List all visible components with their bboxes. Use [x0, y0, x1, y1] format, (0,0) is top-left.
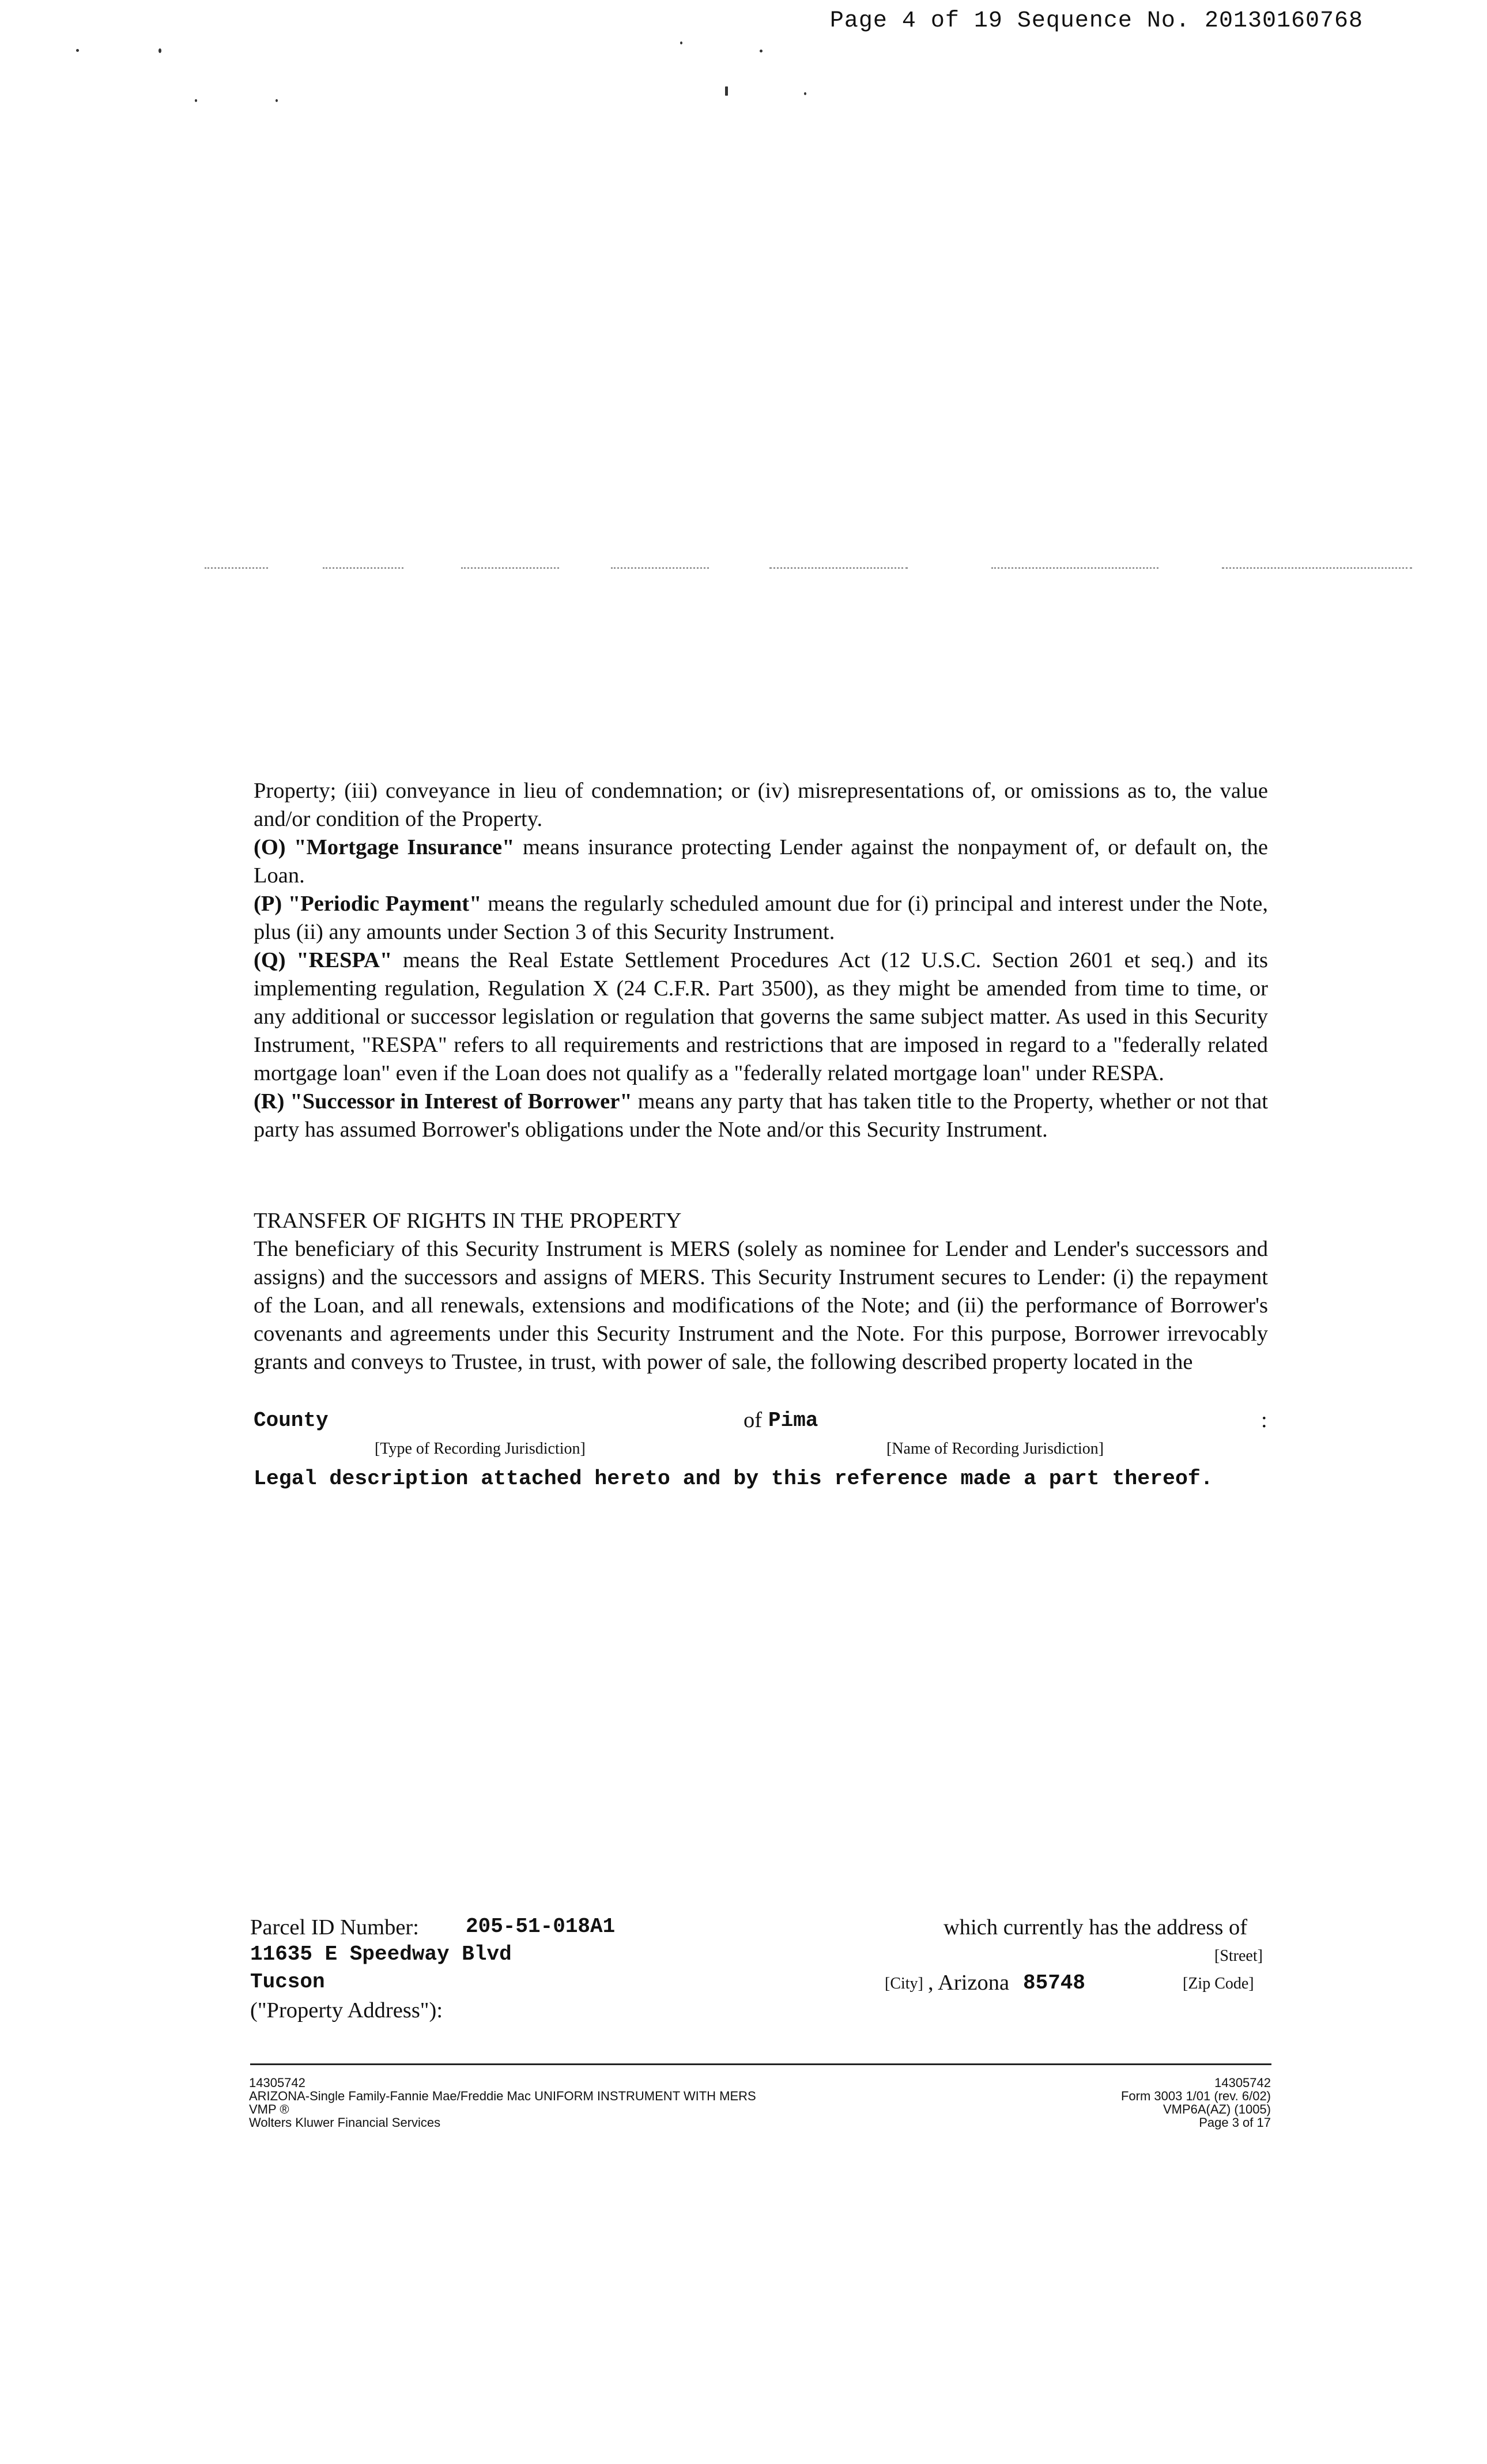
scan-dotted-line [1222, 567, 1412, 569]
name-caption: [Name of Recording Jurisdiction] [886, 1440, 1104, 1458]
jurisdiction-type: County [254, 1409, 329, 1432]
scan-speck [804, 92, 806, 95]
scan-speck [76, 49, 79, 52]
street-caption: [Street] [1214, 1947, 1263, 1965]
colon: : [1261, 1408, 1267, 1432]
footer-left [249, 2076, 756, 2129]
type-caption: [Type of Recording Jurisdiction] [375, 1440, 586, 1458]
currently-text: which currently has the address of [943, 1915, 1248, 1939]
footer-right-line: Page 3 of 17 [1199, 2115, 1271, 2130]
footer-left-line: VMP ® [249, 2102, 289, 2116]
scan-dotted-line [461, 567, 559, 569]
footer-right [1121, 2076, 1271, 2129]
definition-term: "Successor in Interest of Borrower" [290, 1089, 632, 1114]
definition-term: "RESPA" [296, 948, 392, 972]
city: Tucson [250, 1970, 325, 1994]
scan-speck [760, 50, 763, 52]
page-sequence-header: Page 4 of 19 Sequence No. 20130160768 [829, 8, 1363, 34]
definition-letter: (P) [254, 892, 282, 916]
footer-rule [250, 2063, 1271, 2065]
definition-text: means the regularly scheduled amount due for (i) principal and interest under the Note, plus (ii) any amounts under Section 3 of this Security Instrument. [254, 892, 1269, 944]
transfer-paragraph: The beneficiary of this Security Instrument is MERS (solely as nominee for Lender and Lender's successors and assigns) and the successors and assigns of MERS. This Security Instrument secures to Lender: (i) the repayment of the Loan, and all renewals, extensions and modifications of the Note; and (ii) the performance of Borrower's covenants and agreements under this Security Instrument and the Note. For this purpose, Borrower irrevocably grants and conveys to Trustee, in trust, with power of sale, the following described property located in the [254, 1237, 1268, 1374]
zip: 85748 [1023, 1971, 1086, 1995]
definition-text: means insurance protecting Lender against the nonpayment of, or default on, the Loan. [254, 835, 1268, 888]
footer-left-line: ARIZONA-Single Family-Fannie Mae/Freddie Mac UNIFORM INSTRUMENT WITH MERS [249, 2089, 756, 2103]
definition-o [254, 833, 1268, 890]
state-text: , Arizona [928, 1971, 1010, 1995]
definition-letter: (O) [254, 835, 286, 859]
footer-right-line: Form 3003 1/01 (rev. 6/02) [1120, 2089, 1271, 2103]
parcel-number: 205-51-018A1 [466, 1915, 616, 1938]
definition-p [254, 890, 1268, 946]
scan-dotted-line [611, 567, 709, 569]
definition-letter: (R) [254, 1089, 285, 1114]
definition-term: "Mortgage Insurance" [294, 835, 515, 859]
legal-description: Legal description attached hereto and by this reference made a part thereof. [254, 1467, 1213, 1491]
definition-continuation: Property; (iii) conveyance in lieu of condemnation; or (iv) misrepresentations of, or omissions as to, the value and/or condition of the Property. [254, 779, 1268, 831]
definition-term: "Periodic Payment" [288, 892, 482, 916]
scan-dotted-line [991, 567, 1158, 569]
scan-speck [195, 99, 197, 102]
footer-right-line: 14305742 [1214, 2076, 1271, 2090]
transfer-heading: TRANSFER OF RIGHTS IN THE PROPERTY [254, 1209, 682, 1233]
definition-letter: (Q) [254, 948, 286, 972]
of-label: of [744, 1408, 763, 1432]
definition-text: means the Real Estate Settlement Procedures Act (12 U.S.C. Section 2601 et seq.) and its implementing regulation, Regulation X (24 C.F.R. Part 3500), as they might be amended from time to time, or any additional or successor legislation or regulation that governs the same subject matter. As used in this Security Instrument, "RESPA" refers to all requirements and restrictions that are imposed in regard to a "federally related mortgage loan" even if the Loan does not qualify as a "federally related mortgage loan" under RESPA. [254, 948, 1269, 1085]
footer-right-line: VMP6A(AZ) (1005) [1163, 2102, 1271, 2116]
scan-speck [725, 86, 728, 96]
definition-q [254, 946, 1268, 1088]
definition-r [254, 1088, 1268, 1144]
scan-dotted-line [205, 567, 268, 569]
zip-caption: [Zip Code] [1183, 1975, 1254, 1993]
property-address-label: ("Property Address"): [250, 1998, 443, 2022]
scan-speck [680, 41, 682, 44]
scan-speck [275, 99, 278, 102]
parcel-label: Parcel ID Number: [250, 1915, 419, 1939]
scan-dotted-line [769, 567, 908, 569]
definition-text: means any party that has taken title to the Property, whether or not that party has assumed Borrower's obligations under the Note and/or this Security Instrument. [254, 1089, 1269, 1142]
footer-left-line: Wolters Kluwer Financial Services [249, 2115, 441, 2130]
footer-left-line: 14305742 [249, 2076, 305, 2090]
city-caption: [City] [885, 1975, 923, 1993]
transfer-section [254, 1207, 1268, 1376]
scan-speck [158, 48, 161, 53]
definitions-block [254, 777, 1268, 1144]
jurisdiction-name: Pima [768, 1409, 818, 1432]
street: 11635 E Speedway Blvd [250, 1942, 512, 1966]
scan-dotted-line [323, 567, 403, 569]
